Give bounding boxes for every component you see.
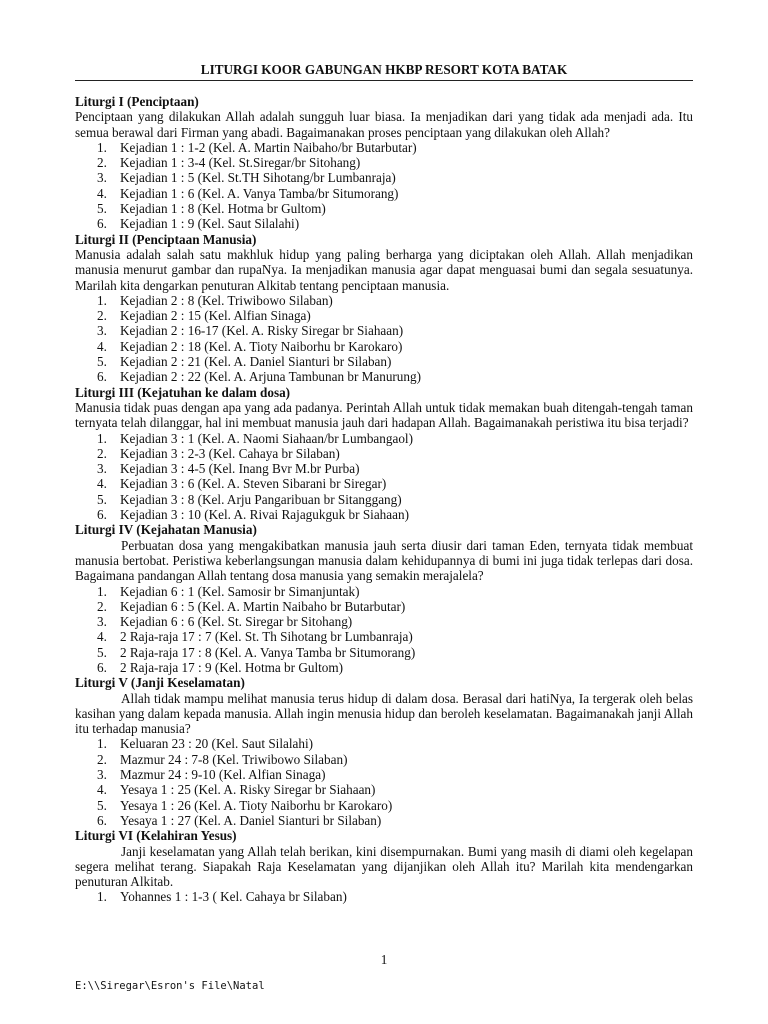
list-item-number: 5. — [97, 201, 107, 217]
list-item-text: Yesaya 1 : 26 (Kel. A. Tioty Naiborhu br Karokaro) — [120, 797, 393, 813]
list-item-text: Kejadian 1 : 1-2 (Kel. A. Martin Naibaho/br Butarbutar) — [120, 139, 417, 155]
list-item-text: Kejadian 1 : 3-4 (Kel. St.Siregar/br Sitohang) — [120, 155, 361, 171]
list-item — [75, 782, 693, 797]
list-item — [75, 889, 693, 904]
list-item-number: 1. — [97, 583, 107, 599]
list-item-text: Kejadian 3 : 1 (Kel. A. Naomi Siahaan/br Lumbangaol) — [120, 430, 413, 446]
section-heading: Liturgi V (Janji Keselamatan) — [75, 675, 245, 691]
list-item-number: 4. — [97, 782, 107, 798]
section-paragraph: Allah tidak mampu melihat manusia terus hidup di dalam dosa. Berasal dari hatiNya, Ia tergerak oleh belas kasihan yang dalam kepada manusia. Allah ingin menusia hidup dan beroleh keselamatan. Bagaimanakah janji Allah itu terhadap manusia? — [75, 690, 693, 737]
list-item-number: 3. — [97, 614, 107, 630]
list-item — [75, 507, 693, 522]
list-item-number: 5. — [97, 644, 107, 660]
list-item-text: Kejadian 1 : 9 (Kel. Saut Silalahi) — [120, 216, 300, 232]
list-item-number: 4. — [97, 629, 107, 645]
list-item — [75, 767, 693, 782]
list-item-text: Keluaran 23 : 20 (Kel. Saut Silalahi) — [120, 736, 314, 752]
list-item-number: 2. — [97, 155, 107, 171]
list-item-number: 2. — [97, 308, 107, 324]
list-item-text: Kejadian 3 : 8 (Kel. Arju Pangaribuan br Sitanggang) — [120, 491, 402, 507]
page-number: 1 — [380, 952, 388, 967]
liturgy-section — [75, 385, 693, 523]
list-item — [75, 216, 693, 231]
list-item-number: 2. — [97, 445, 107, 461]
list-item-number: 3. — [97, 170, 107, 186]
list-item-number: 4. — [97, 476, 107, 492]
list-item-text: Kejadian 6 : 1 (Kel. Samosir br Simanjuntak) — [120, 583, 360, 599]
section-paragraph: Manusia adalah salah satu makhluk hidup yang paling berharga yang diciptakan oleh Allah. Allah menjadikan manusia menurut gambar dan rupaNya. Ia menjadikan manusia agar dapat menguasai bumi dan segala sesuatunya. Marilah kita dengarkan penuturan Alkitab tentang penciptaan manusia. — [75, 246, 693, 293]
list-item — [75, 308, 693, 323]
list-item — [75, 140, 693, 155]
reading-list — [75, 736, 693, 828]
list-item-text: Kejadian 3 : 6 (Kel. A. Steven Sibarani br Siregar) — [120, 476, 387, 492]
list-item — [75, 736, 693, 751]
list-item-text: Kejadian 3 : 4-5 (Kel. Inang Bvr M.br Purba) — [120, 461, 360, 477]
list-item-number: 2. — [97, 751, 107, 767]
list-item-text: Kejadian 1 : 6 (Kel. A. Vanya Tamba/br Situmorang) — [120, 185, 399, 201]
list-item — [75, 798, 693, 813]
list-item-text: Kejadian 2 : 16-17 (Kel. A. Risky Siregar br Siahaan) — [120, 323, 404, 339]
reading-list — [75, 293, 693, 385]
list-item-number: 4. — [97, 338, 107, 354]
list-item-number: 1. — [97, 736, 107, 752]
list-item-text: Kejadian 3 : 10 (Kel. A. Rivai Rajagukguk br Siahaan) — [120, 507, 409, 523]
list-item — [75, 293, 693, 308]
list-item-number: 1. — [97, 430, 107, 446]
title-underline — [75, 80, 693, 81]
list-item-text: Kejadian 2 : 22 (Kel. A. Arjuna Tambunan br Manurung) — [120, 369, 421, 385]
list-item — [75, 461, 693, 476]
list-item-number: 6. — [97, 507, 107, 523]
list-item — [75, 446, 693, 461]
list-item-number: 1. — [97, 889, 107, 905]
list-item-number: 1. — [97, 292, 107, 308]
list-item-number: 1. — [97, 139, 107, 155]
list-item-number: 2. — [97, 598, 107, 614]
list-item — [75, 186, 693, 201]
document-title: LITURGI KOOR GABUNGAN HKBP RESORT KOTA BATAK — [200, 62, 568, 77]
reading-list — [75, 140, 693, 232]
list-item-number: 6. — [97, 812, 107, 828]
list-item-number: 5. — [97, 797, 107, 813]
section-heading: Liturgi III (Kejatuhan ke dalam dosa) — [75, 384, 291, 400]
sections-container — [75, 94, 693, 905]
list-item — [75, 492, 693, 507]
list-item — [75, 584, 693, 599]
liturgy-section — [75, 675, 693, 828]
list-item-text: 2 Raja-raja 17 : 9 (Kel. Hotma br Gultom) — [120, 659, 344, 675]
list-item — [75, 431, 693, 446]
list-item-number: 6. — [97, 369, 107, 385]
list-item-text: Yesaya 1 : 25 (Kel. A. Risky Siregar br Siahaan) — [120, 782, 376, 798]
list-item-text: Kejadian 3 : 2-3 (Kel. Cahaya br Silaban) — [120, 445, 340, 461]
list-item-text: Kejadian 2 : 15 (Kel. Alfian Sinaga) — [120, 308, 311, 324]
reading-list — [75, 584, 693, 676]
list-item — [75, 201, 693, 216]
liturgy-section — [75, 94, 693, 232]
reading-list — [75, 431, 693, 523]
section-paragraph: Perbuatan dosa yang mengakibatkan manusia jauh serta diusir dari taman Eden, ternyata tidak membuat manusia bertobat. Peristiwa keberlangsungan manusia dalam kehidupannya di bumi ini juga tidak terlepas dari dosa. Bagaimana pandangan Allah tentang dosa manusia yang semakin merajalela? — [75, 537, 693, 584]
document-page — [75, 62, 693, 905]
list-item — [75, 170, 693, 185]
list-item-text: Kejadian 6 : 5 (Kel. A. Martin Naibaho br Butarbutar) — [120, 598, 406, 614]
list-item-text: Kejadian 6 : 6 (Kel. St. Siregar br Sitohang) — [120, 614, 353, 630]
list-item — [75, 323, 693, 338]
list-item-text: 2 Raja-raja 17 : 8 (Kel. A. Vanya Tamba br Situmorang) — [120, 644, 416, 660]
list-item — [75, 339, 693, 354]
list-item — [75, 813, 693, 828]
list-item-text: Yohannes 1 : 1-3 ( Kel. Cahaya br Silaban) — [120, 889, 347, 905]
section-heading: Liturgi IV (Kejahatan Manusia) — [75, 522, 257, 538]
list-item — [75, 660, 693, 675]
list-item-text: Kejadian 2 : 18 (Kel. A. Tioty Naiborhu br Karokaro) — [120, 338, 403, 354]
list-item-text: 2 Raja-raja 17 : 7 (Kel. St. Th Sihotang br Lumbanraja) — [120, 629, 413, 645]
list-item-number: 3. — [97, 461, 107, 477]
list-item-text: Mazmur 24 : 7-8 (Kel. Triwibowo Silaban) — [120, 751, 348, 767]
list-item-text: Kejadian 1 : 8 (Kel. Hotma br Gultom) — [120, 201, 326, 217]
section-paragraph: Manusia tidak puas dengan apa yang ada padanya. Perintah Allah untuk tidak memakan buah ditengah-tengah taman ternyata telah dilanggar, hal ini membuat manusia jauh dari hadapan Allah. Bagaimanakah peristiwa itu bisa terjadi? — [75, 399, 693, 431]
list-item-text: Mazmur 24 : 9-10 (Kel. Alfian Sinaga) — [120, 767, 326, 783]
section-paragraph: Penciptaan yang dilakukan Allah adalah sungguh luar biasa. Ia menjadikan dari yang tidak ada menjadi ada. Itu semua berawal dari Firman yang abadi. Bagaimanakan proses penciptaan yang dilakukan oleh Allah? — [75, 109, 693, 140]
section-heading: Liturgi VI (Kelahiran Yesus) — [75, 828, 237, 844]
section-paragraph: Janji keselamatan yang Allah telah berikan, kini disempurnakan. Bumi yang masih di diami oleh kegelapan segera melihat terang. Siapakah Raja Keselamatan yang dijanjikan oleh Allah itu? Marilah kita mendengarkan penuturan Alkitab. — [75, 843, 693, 890]
list-item — [75, 752, 693, 767]
list-item — [75, 155, 693, 170]
list-item-text: Kejadian 2 : 8 (Kel. Triwibowo Silaban) — [120, 292, 333, 308]
list-item — [75, 599, 693, 614]
list-item — [75, 645, 693, 660]
list-item-number: 3. — [97, 767, 107, 783]
list-item-number: 6. — [97, 216, 107, 232]
list-item-text: Kejadian 2 : 21 (Kel. A. Daniel Sianturi br Silaban) — [120, 354, 392, 370]
list-item-number: 3. — [97, 323, 107, 339]
list-item-number: 6. — [97, 659, 107, 675]
liturgy-section — [75, 522, 693, 675]
list-item — [75, 476, 693, 491]
list-item-text: Yesaya 1 : 27 (Kel. A. Daniel Sianturi br Silaban) — [120, 812, 382, 828]
footer-file-path: E:\\Siregar\Esron's File\Natal — [75, 980, 265, 992]
section-heading: Liturgi II (Penciptaan Manusia) — [75, 231, 257, 247]
section-heading: Liturgi I (Penciptaan) — [75, 94, 199, 109]
list-item-number: 4. — [97, 185, 107, 201]
list-item — [75, 354, 693, 369]
liturgy-section — [75, 828, 693, 904]
list-item — [75, 614, 693, 629]
list-item-number: 5. — [97, 491, 107, 507]
liturgy-section — [75, 232, 693, 385]
list-item — [75, 629, 693, 644]
list-item — [75, 369, 693, 384]
list-item-number: 5. — [97, 354, 107, 370]
list-item-text: Kejadian 1 : 5 (Kel. St.TH Sihotang/br Lumbanraja) — [120, 170, 396, 186]
reading-list — [75, 889, 693, 904]
